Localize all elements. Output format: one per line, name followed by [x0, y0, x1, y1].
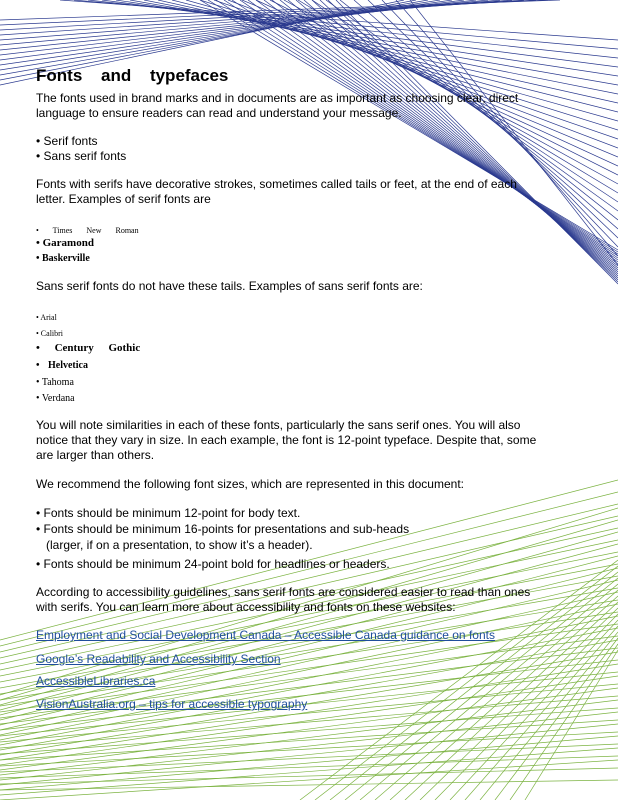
- deco-line-bottom: [0, 732, 618, 766]
- deco-line-bottom: [0, 700, 618, 775]
- deco-line-top: [232, 0, 618, 258]
- deco-line-bottom: [0, 756, 618, 778]
- deco-line-bottom: [0, 736, 618, 790]
- serif-example-garamond: • Garamond: [36, 237, 94, 249]
- bullet-serif-fonts: • Serif fonts: [36, 134, 98, 148]
- deco-line-top: [200, 0, 618, 250]
- deco-line-bottom: [375, 590, 618, 800]
- deco-line-bottom: [0, 676, 618, 765]
- deco-line-top: [224, 0, 618, 256]
- deco-line-top: [256, 0, 618, 264]
- deco-line-top: [240, 0, 618, 260]
- similarity-line-2: notice that they vary in size. In each example, the font is 12-point typeface. Despite that, some: [36, 433, 537, 447]
- size-bullet-body: • Fonts should be minimum 12-point for body text.: [36, 506, 301, 520]
- deco-line-top: [304, 0, 618, 276]
- intro-line-2: language to ensure readers can read and understand your message.: [36, 106, 402, 120]
- intro-line-1: The fonts used in brand marks and in documents are as important as choosing clear, direct: [36, 91, 519, 105]
- sans-example-helvetica: • Helvetica: [36, 360, 88, 371]
- bullet-sans-serif-fonts: • Sans serif fonts: [36, 149, 127, 163]
- deco-line-top: [158, 0, 618, 103]
- deco-line-bottom: [360, 584, 618, 800]
- deco-line-top: [0, 0, 464, 60]
- deco-line-bottom: [0, 748, 618, 795]
- sans-example-tahoma: • Tahoma: [36, 377, 74, 388]
- sans-example-century-gothic: • Century Gothic: [36, 342, 141, 354]
- deco-line-top: [248, 0, 618, 262]
- deco-line-bottom: [390, 596, 618, 800]
- link-esdc-accessible-canada[interactable]: Employment and Social Development Canada – Accessible Canada guidance on fonts: [36, 628, 495, 642]
- serif-example-baskerville: • Baskerville: [36, 253, 90, 264]
- deco-line-top: [272, 0, 618, 268]
- link-vision-australia[interactable]: VisionAustralia.org – tips for accessible typography: [36, 697, 308, 711]
- sans-description: Sans serif fonts do not have these tails. Examples of sans serif fonts are:: [36, 279, 423, 293]
- sans-example-calibri: • Calibri: [36, 329, 64, 338]
- deco-line-bottom: [0, 604, 618, 735]
- sans-example-verdana: • Verdana: [36, 393, 75, 404]
- similarity-line-3: are larger than others.: [36, 448, 155, 462]
- sans-example-arial: • Arial: [36, 313, 57, 322]
- similarity-line-1: You will note similarities in each of these fonts, particularly the sans serif ones. You will also: [36, 418, 521, 432]
- size-bullet-presentations-note: (larger, if on a presentation, to show it’s a header).: [36, 538, 313, 552]
- deco-line-top: [312, 0, 618, 278]
- deco-line-bottom: [480, 632, 618, 800]
- link-accessible-libraries[interactable]: AccessibleLibraries.ca: [36, 674, 156, 688]
- recommend-line: We recommend the following font sizes, which are represented in this document:: [36, 477, 464, 491]
- serif-example-times: • Times New Roman: [36, 226, 139, 235]
- deco-line-bottom: [0, 760, 618, 800]
- deco-line-top: [280, 0, 618, 270]
- page-title: Fonts and typefaces: [36, 66, 229, 85]
- link-google-readability[interactable]: Google’s Readability and Accessibility Section: [36, 652, 281, 666]
- deco-line-top: [368, 0, 618, 238]
- size-bullet-presentations: • Fonts should be minimum 16-points for presentations and sub-heads: [36, 522, 410, 536]
- deco-line-top: [208, 0, 618, 252]
- size-bullet-headlines: • Fonts should be minimum 24-point bold for headlines or headers.: [36, 557, 390, 571]
- serif-description-2: letter. Examples of serif fonts are: [36, 192, 211, 206]
- accessibility-line-2: with serifs. You can learn more about accessibility and fonts on these websites:: [36, 600, 456, 614]
- accessibility-line-1: According to accessibility guidelines, sans serif fonts are considered easier to read than ones: [36, 585, 531, 599]
- serif-description-1: Fonts with serifs have decorative strokes, sometimes called tails or feet, at the end of each: [36, 177, 517, 191]
- deco-line-top: [216, 0, 618, 254]
- deco-line-top: [0, 0, 488, 50]
